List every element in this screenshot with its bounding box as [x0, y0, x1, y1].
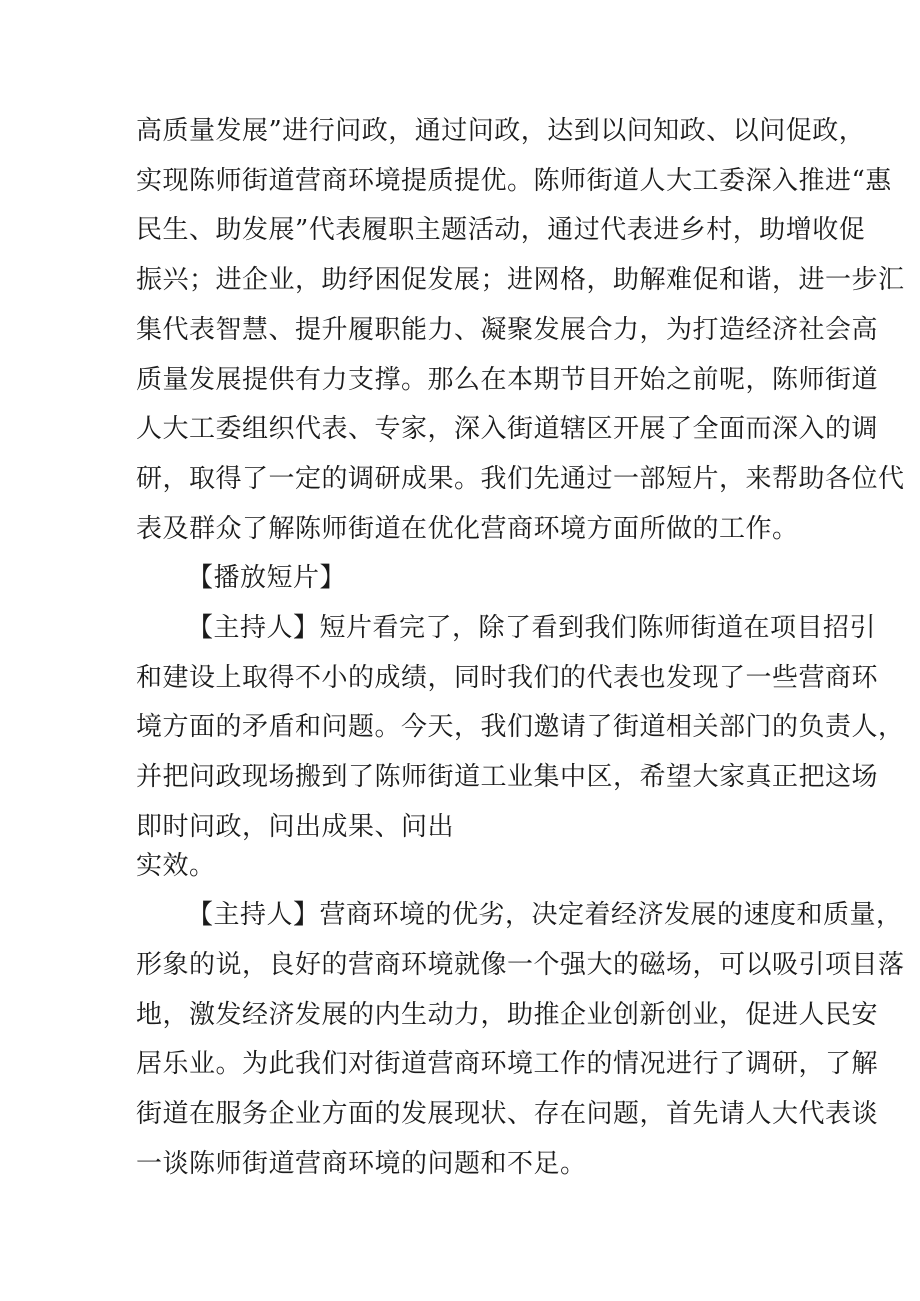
text-line: 表及群众了解陈师街道在优化营商环境方面所做的工作。 [136, 514, 799, 544]
text-line: 民生、助发展”代表履职主题活动，通过代表进乡村，助增收促 [136, 215, 866, 245]
text-line: 和建设上取得不小的成绩，同时我们的代表也发现了一些营商环 [136, 663, 879, 693]
text-line: 质量发展提供有力支撑。那么在本期节目开始之前呢，陈师街道 [136, 365, 879, 395]
text-line: 集代表智慧、提升履职能力、凝聚发展合力，为打造经济社会高 [136, 315, 879, 345]
text-line: 居乐业。为此我们对街道营商环境工作的情况进行了调研，了解 [136, 1049, 879, 1079]
text-line: 【主持人】营商环境的优劣，决定着经济发展的速度和质量， [187, 900, 903, 930]
text-line: 研，取得了一定的调研成果。我们先通过一部短片，来帮助各位代 [136, 464, 905, 494]
section-marker: 【播放短片】 [187, 563, 347, 593]
text-line: 形象的说，良好的营商环境就像一个强大的磁场，可以吸引项目落 [136, 950, 905, 980]
text-line: 人大工委组织代表、专家，深入街道辖区开展了全面而深入的调 [136, 414, 879, 444]
text-line: 实效。 [136, 851, 216, 881]
text-line: 【主持人】短片看完了，除了看到我们陈师街道在项目招引 [187, 613, 877, 643]
text-line: 并把问政现场搬到了陈师街道工业集中区，希望大家真正把这场 [136, 762, 879, 792]
text-line: 高质量发展”进行问政，通过问政，达到以问知政、以问促政， [136, 116, 866, 146]
text-line: 一谈陈师街道营商环境的问题和不足。 [136, 1149, 587, 1179]
text-line: 即时问政，问出成果、问出 [136, 812, 455, 842]
text-line: 街道在服务企业方面的发展现状、存在问题，首先请人大代表谈 [136, 1099, 879, 1129]
text-line: 境方面的矛盾和问题。今天，我们邀请了街道相关部门的负责人， [136, 712, 905, 742]
text-line: 地，激发经济发展的内生动力，助推企业创新创业，促进人民安 [136, 1000, 879, 1030]
text-line: 实现陈师街道营商环境提质提优。陈师街道人大工委深入推进“惠 [136, 166, 892, 196]
text-line: 振兴；进企业，助纾困促发展；进网格，助解难促和谐，进一步汇 [136, 265, 905, 295]
